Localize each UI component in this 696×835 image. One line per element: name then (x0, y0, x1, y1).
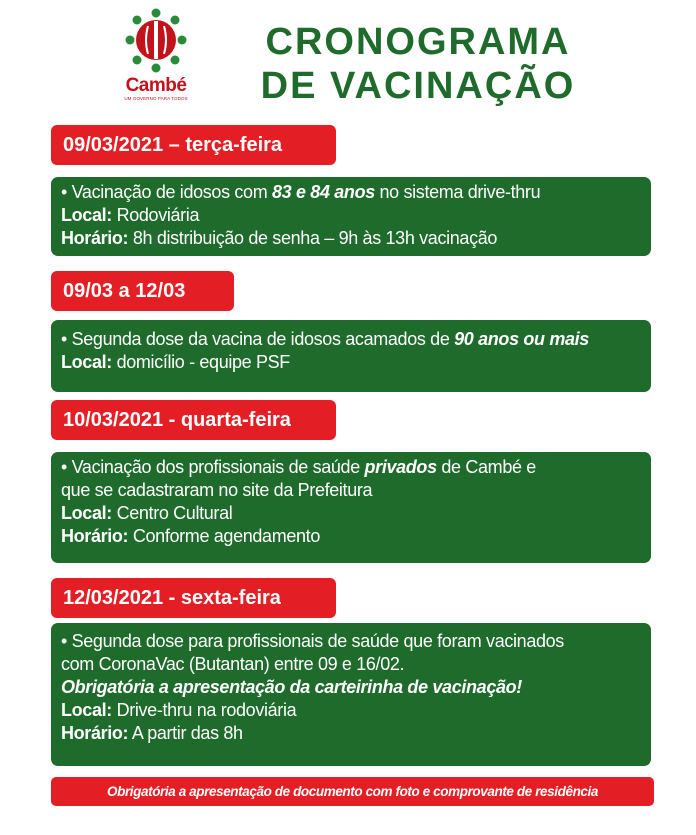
info-line: • Vacinação de idosos com 83 e 84 anos no sistema drive-thru (61, 182, 541, 202)
info-line: Horário: A partir das 8h (61, 723, 243, 743)
date-badge-2: 09/03 a 12/03 (51, 271, 234, 311)
info-line: Horário: Conforme agendamento (61, 526, 320, 546)
info-line: • Vacinação dos profissionais de saúde privados de Cambé e (61, 457, 536, 477)
info-box-1 (51, 177, 651, 256)
info-box-3 (51, 452, 651, 563)
info-line: Local: Rodoviária (61, 205, 200, 225)
info-line: Local: domicílio - equipe PSF (61, 352, 290, 372)
info-box-4 (51, 623, 651, 766)
info-line: Obrigatória a apresentação da carteirinha de vacinação! (61, 677, 522, 697)
date-badge-3: 10/03/2021 - quarta-feira (51, 400, 336, 440)
info-line: Local: Drive-thru na rodoviária (61, 700, 297, 720)
date-badge-1: 09/03/2021 – terça-feira (51, 125, 336, 165)
info-line: Local: Centro Cultural (61, 503, 233, 523)
logo-name: Cambé (125, 75, 187, 96)
info-line: • Segunda dose da vacina de idosos acamados de 90 anos ou mais (61, 329, 589, 349)
info-line: que se cadastraram no site da Prefeitura (61, 480, 373, 500)
logo-tagline: UM GOVERNO PARA TODOS (124, 96, 188, 101)
info-box-2 (51, 320, 651, 392)
cambe-logo (120, 8, 192, 104)
title-line-1: CRONOGRAMA (265, 21, 571, 63)
info-line: Horário: 8h distribuição de senha – 9h às 13h vacinação (61, 228, 498, 248)
title-line-2: DE VACINAÇÃO (260, 65, 576, 107)
date-badge-4: 12/03/2021 - sexta-feira (51, 578, 336, 618)
footer-notice: Obrigatória a apresentação de documento com foto e comprovante de residência (51, 777, 654, 806)
info-line: • Segunda dose para profissionais de saúde que foram vacinados (61, 631, 564, 651)
cambe-emblem-icon (124, 8, 188, 74)
info-line: com CoronaVac (Butantan) entre 09 e 16/02. (61, 654, 405, 674)
